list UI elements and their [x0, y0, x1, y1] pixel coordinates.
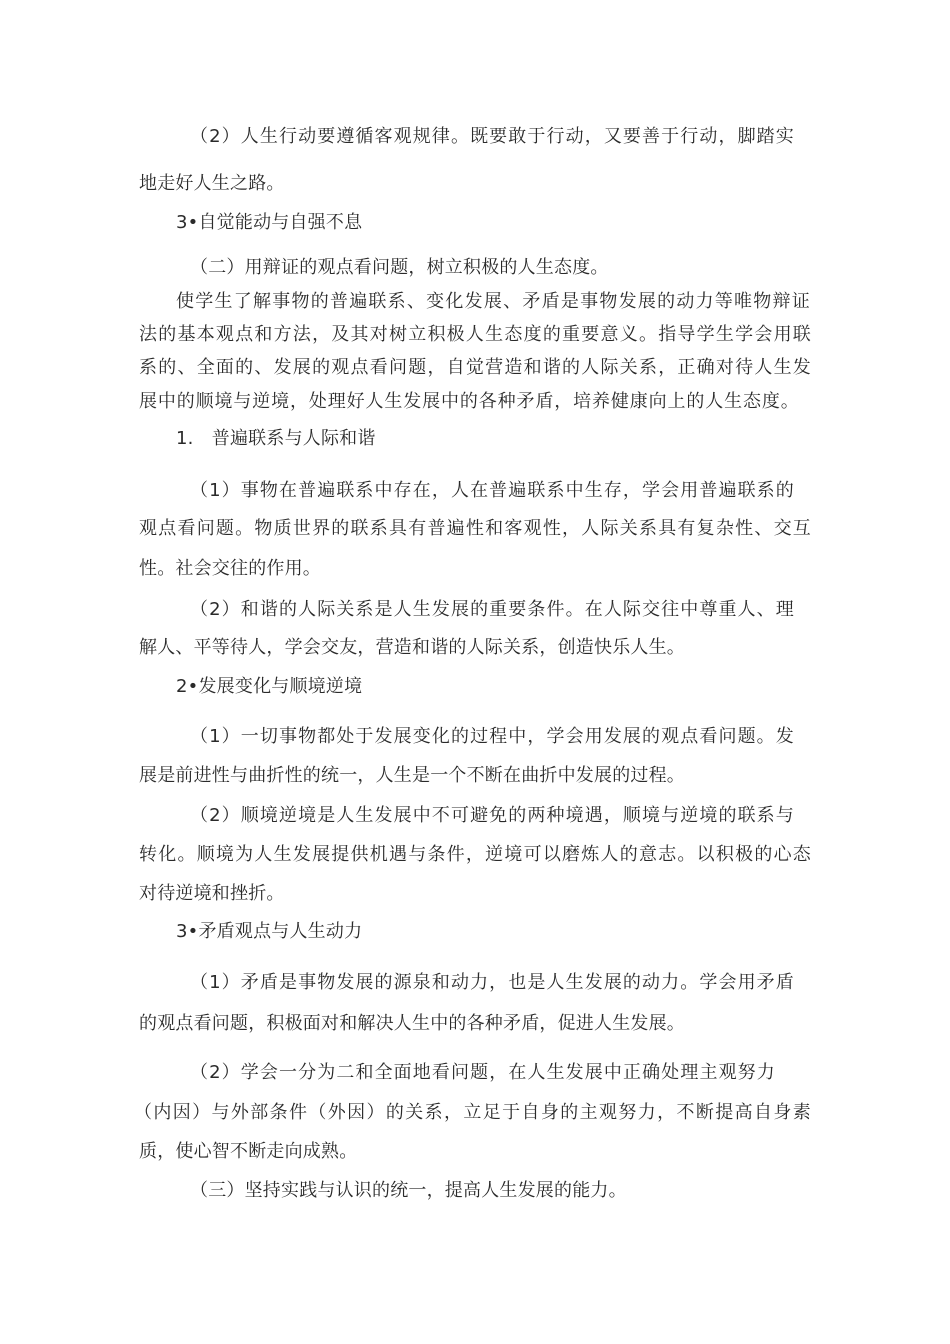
section-heading: 2•发展变化与顺境逆境 [176, 676, 363, 697]
text-line: 法的基本观点和方法，及其对树立积极人生态度的重要意义。指导学生学会用联 [139, 324, 811, 345]
section-heading: 3•矛盾观点与人生动力 [176, 921, 363, 942]
section-heading: （三）坚持实践与认识的统一，提高人生发展的能力。 [190, 1180, 627, 1201]
text-line: （2）学会一分为二和全面地看问题，在人生发展中正确处理主观努力 [190, 1062, 775, 1083]
text-line: （1）事物在普遍联系中存在，人在普遍联系中生存，学会用普遍联系的 [190, 480, 794, 501]
text-line: 的观点看问题，积极面对和解决人生中的各种矛盾，促进人生发展。 [139, 1013, 685, 1034]
text-line: 对待逆境和挫折。 [139, 883, 285, 904]
section-heading: 1. 普遍联系与人际和谐 [176, 428, 376, 449]
text-line: 展中的顺境与逆境，处理好人生发展中的各种矛盾，培养健康向上的人生态度。 [139, 391, 799, 412]
section-heading: 3•自觉能动与自强不息 [176, 212, 363, 233]
section-heading: （二）用辩证的观点看问题，树立积极的人生态度。 [190, 257, 609, 278]
text-line: （2）和谐的人际关系是人生发展的重要条件。在人际交往中尊重人、理 [190, 599, 794, 620]
text-line: （1）矛盾是事物发展的源泉和动力，也是人生发展的动力。学会用矛盾 [190, 972, 794, 993]
text-line: （2）顺境逆境是人生发展中不可避免的两种境遇，顺境与逆境的联系与 [190, 805, 794, 826]
text-line: 系的、全面的、发展的观点看问题，自觉营造和谐的人际关系，正确对待人生发 [139, 357, 811, 378]
text-line: 转化。顺境为人生发展提供机遇与条件，逆境可以磨炼人的意志。以积极的心态 [139, 844, 811, 865]
text-line: 展是前进性与曲折性的统一，人生是一个不断在曲折中发展的过程。 [139, 765, 685, 786]
text-line: （1）一切事物都处于发展变化的过程中，学会用发展的观点看问题。发 [190, 726, 794, 747]
text-line: 观点看问题。物质世界的联系具有普遍性和客观性，人际关系具有复杂性、交互 [139, 518, 811, 539]
text-line: 性。社会交往的作用。 [139, 558, 321, 579]
text-line: （内因）与外部条件（外因）的关系，立足于自身的主观努力，不断提高自身素 [134, 1102, 811, 1123]
text-line: 质，使心智不断走向成熟。 [139, 1141, 358, 1162]
text-line: 使学生了解事物的普遍联系、变化发展、矛盾是事物发展的动力等唯物辩证 [176, 291, 810, 312]
text-line: 地走好人生之路。 [139, 173, 285, 194]
text-line: （2）人生行动要遵循客观规律。既要敢于行动，又要善于行动，脚踏实 [190, 126, 794, 147]
text-line: 解人、平等待人，学会交友，营造和谐的人际关系，创造快乐人生。 [139, 637, 685, 658]
